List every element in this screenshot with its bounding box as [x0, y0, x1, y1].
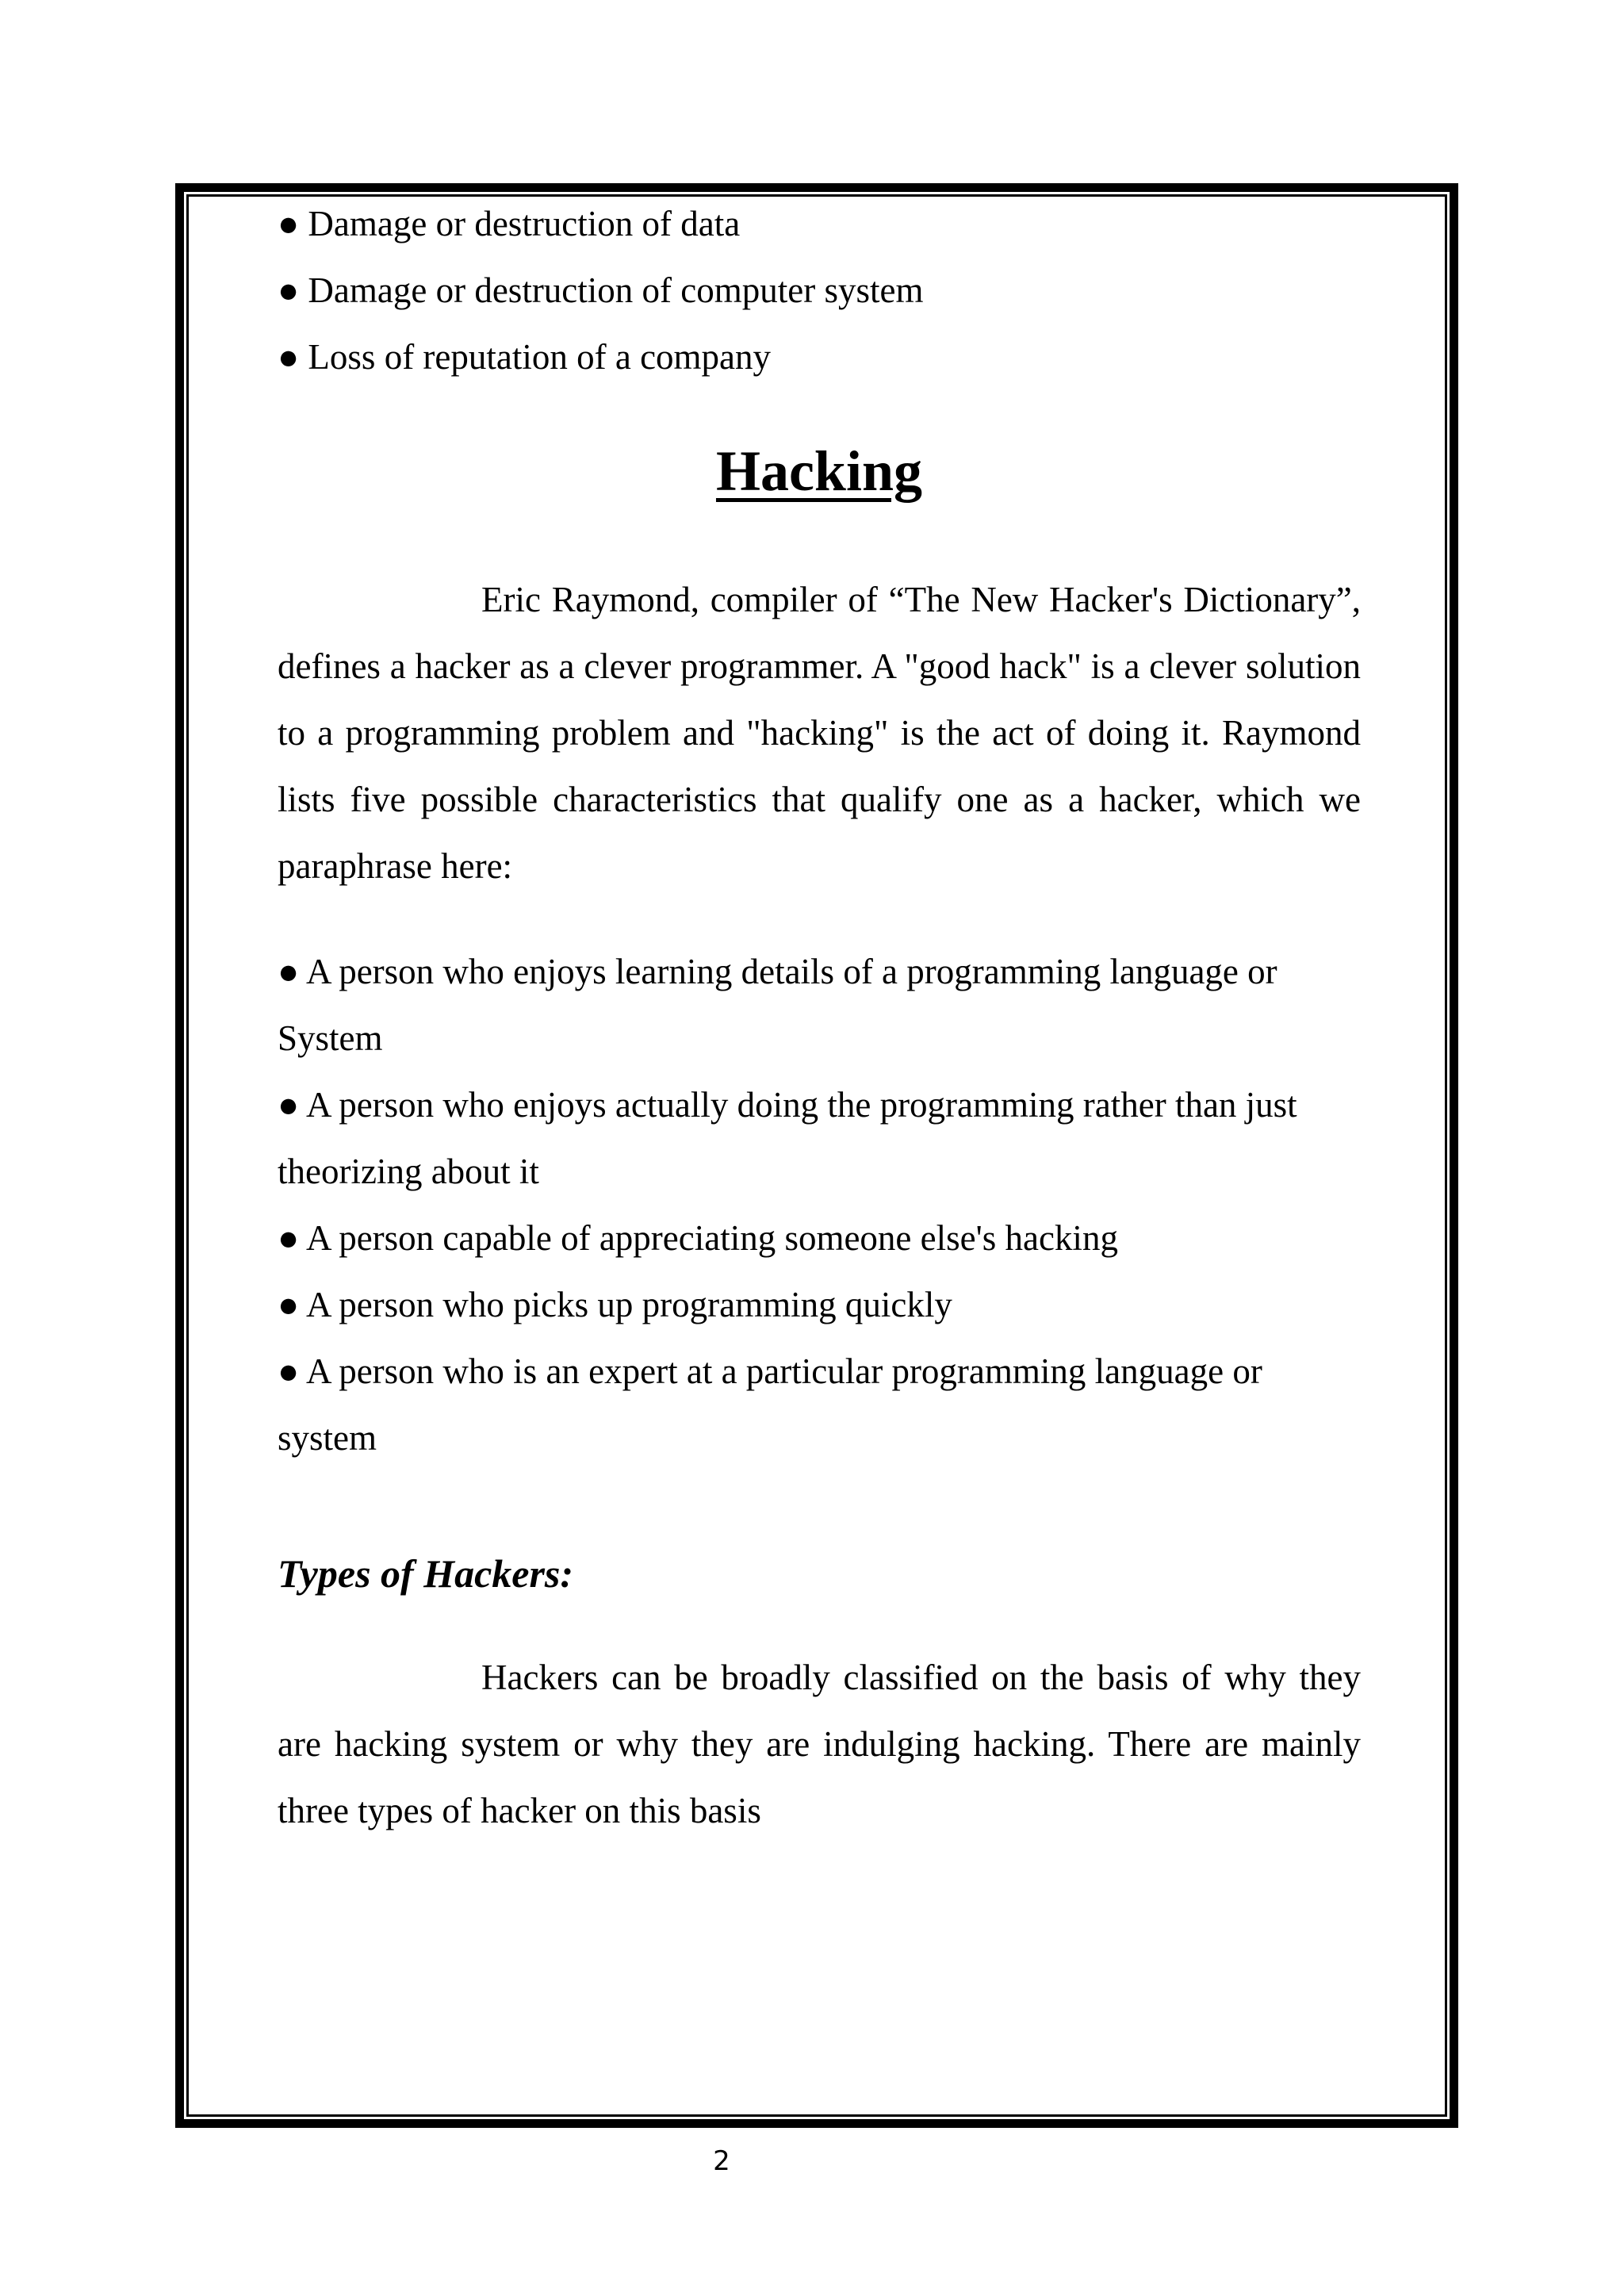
- bullet-item: ● Damage or destruction of data: [278, 204, 741, 243]
- page-number: 2: [713, 2145, 730, 2177]
- top-bullet-list: [278, 190, 1361, 390]
- types-paragraph-block: [278, 1644, 1361, 1844]
- types-paragraph: Hackers can be broadly classified on the basis of why they are hacking system or why they are indulging hacking. There are mainly three types of hacker on this basis: [278, 1658, 1361, 1830]
- characteristic-item: ● A person who enjoys learning details of a programming language or System: [278, 952, 1277, 1058]
- bullet-item: ● Loss of reputation of a company: [278, 337, 772, 377]
- intro-paragraph-block: [278, 566, 1361, 899]
- bullet-item: ● Damage or destruction of computer system: [278, 270, 924, 310]
- characteristic-item: ● A person who enjoys actually doing the programming rather than just theorizing about it: [278, 1085, 1297, 1191]
- characteristics-list: [278, 938, 1361, 1471]
- section-heading: Hacking: [715, 439, 923, 503]
- characteristic-item: ● A person who is an expert at a particular programming language or system: [278, 1351, 1262, 1458]
- intro-paragraph: Eric Raymond, compiler of “The New Hacker's Dictionary”, defines a hacker as a clever programmer. A "good hack" is a clever solution to a programming problem and "hacking" is the act of doing it. Raymond lists five possible characteristics that qualify one as a hacker, which we paraphrase here:: [278, 580, 1361, 886]
- characteristic-item: ● A person capable of appreciating someone else's hacking: [278, 1218, 1118, 1258]
- subsection-heading: Types of Hackers:: [278, 1551, 574, 1596]
- characteristic-item: ● A person who picks up programming quickly: [278, 1285, 952, 1324]
